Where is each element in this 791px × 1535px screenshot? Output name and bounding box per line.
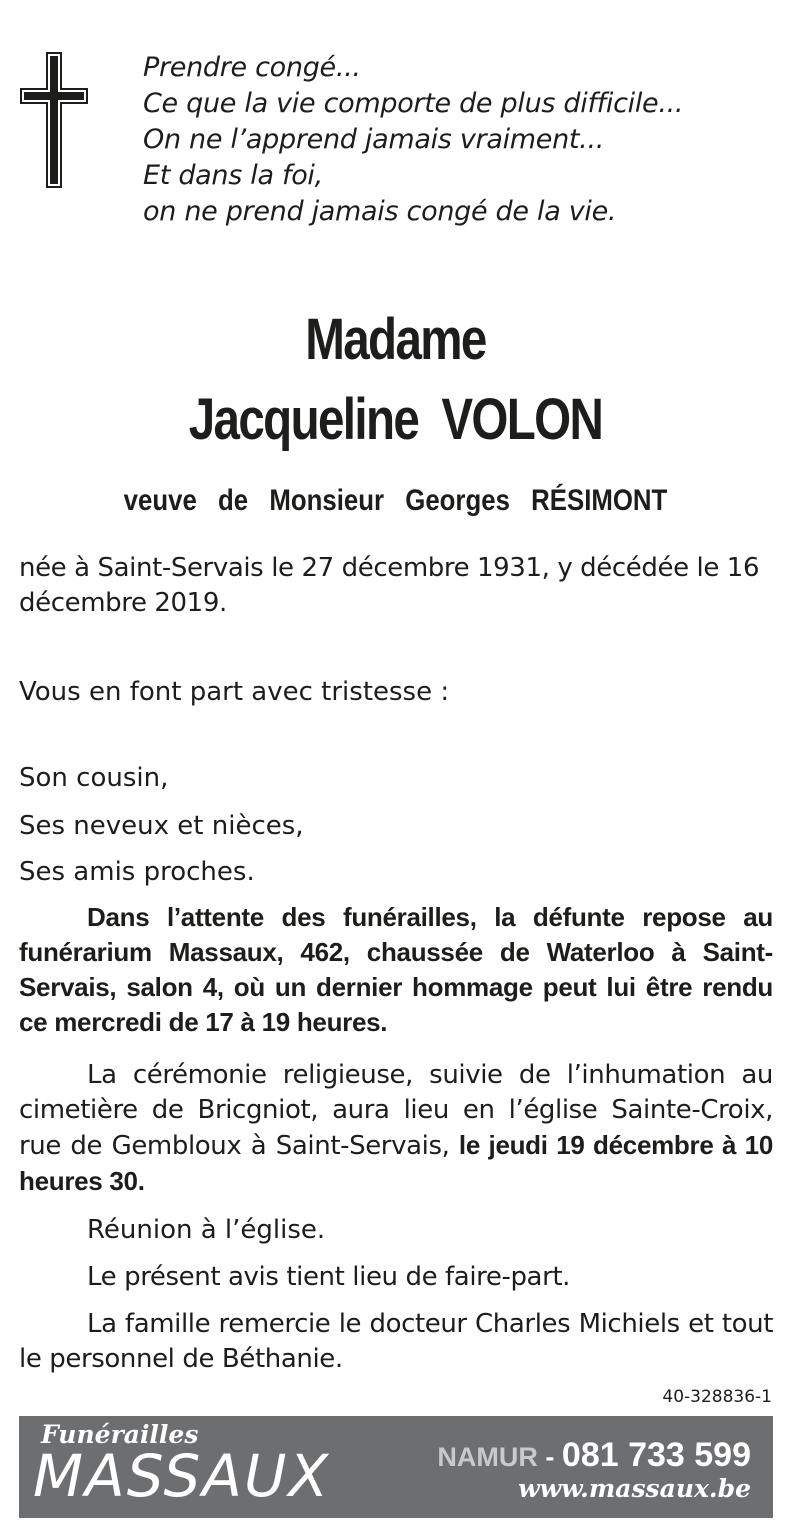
ceremony-paragraph (19, 1058, 773, 1200)
funeral-home-banner (19, 1416, 773, 1518)
family-item: Son cousin, (19, 763, 169, 793)
ceremony-text: La cérémonie religieuse, suivie de l’inhumation au cimetière de Bricgniot, aura lieu en l’église Sainte-Croix, rue de Gembloux à Saint-Servais, (19, 1060, 773, 1161)
banner-phone: 081 733 599 (561, 1436, 751, 1474)
poem-line: Ce que la vie comporte de plus difficile... (143, 88, 684, 119)
poem-line: Prendre congé... (143, 52, 361, 83)
latin-cross-icon (18, 50, 90, 190)
banner-phone-line (437, 1436, 751, 1475)
ceremony-date: le jeudi 19 décembre à 10 heures 30. (19, 1130, 773, 1196)
poem-line: On ne l’apprend jamais vraiment... (143, 124, 605, 155)
banner-city: NAMUR (437, 1442, 538, 1472)
wake-paragraph: Dans l’attente des funérailles, la défunte repose au funérarium Massaux, 462, chaussée de Waterloo à Saint-Servais, salon 4, où un dernier hommage peut lui être rendu ce mercredi de 17 à 19 heures. (19, 902, 773, 1037)
banner-website: www.massaux.be (518, 1474, 751, 1503)
deceased-name: Jacqueline VOLON (188, 387, 603, 452)
widow-of-line: veuve de Monsieur Georges RÉSIMONT (123, 484, 668, 517)
birth-death-text: née à Saint-Servais le 27 décembre 1931, y décédée le 16 décembre 2019. (19, 553, 760, 618)
poem (143, 50, 683, 230)
banner-small-label: Funérailles (41, 1420, 199, 1449)
thanks-text: La famille remercie le docteur Charles Michiels et tout le personnel de Béthanie. (19, 1309, 773, 1374)
banner-separator: - (537, 1442, 562, 1472)
banner-brand: MASSAUX (33, 1442, 331, 1510)
meeting-text: Réunion à l’église. (87, 1215, 326, 1245)
poem-line: Et dans la foi, (143, 160, 323, 191)
family-item: Ses amis proches. (19, 857, 255, 887)
reference-number: 40-328836-1 (662, 1387, 772, 1407)
poem-line: on ne prend jamais congé de la vie. (143, 196, 617, 227)
announce-text: Vous en font part avec tristesse : (19, 677, 450, 707)
family-item: Ses neveux et nièces, (19, 811, 304, 841)
notice-text: Le présent avis tient lieu de faire-part. (87, 1262, 571, 1292)
deceased-title: Madame (305, 307, 486, 372)
